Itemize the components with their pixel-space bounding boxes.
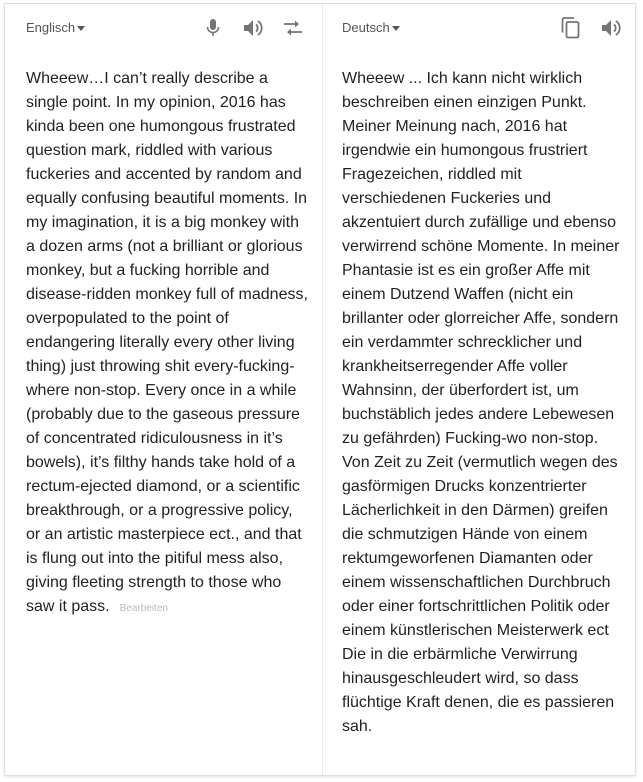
- translation-card: [4, 3, 636, 776]
- swap-languages-icon[interactable]: [281, 16, 305, 40]
- microphone-icon[interactable]: [201, 16, 225, 40]
- speaker-icon[interactable]: [599, 16, 623, 40]
- source-text-content: Wheeew…I can’t really describe a single point. In my opinion, 2016 has kinda been one humongous frustrated question mark, riddled with various fuckeries and accented by random and equally confusing beautiful moments. In my imagination, it is a big monkey with a dozen arms (not a brilliant or glorious monkey, but a fucking horrible and disease-ridden monkey full of madness, overpopulated to the point of endangering literally every other living thing) just throwing shit every-fucking-where non-stop. Every once in a while (probably due to the gaseous pressure of concentrated ridiculousness in it’s bowels), it’s filthy hands take hold of a rectum-ejected diamond, or a scientific breakthrough, or a progressive policy, or an artistic masterpiece ect., and that is flung out into the pitiful mess also, giving fleeting strength to those who saw it pass.: [26, 70, 308, 615]
- chevron-down-icon: [77, 26, 85, 31]
- source-text[interactable]: [26, 67, 308, 621]
- speaker-icon[interactable]: [241, 16, 265, 40]
- target-language-select[interactable]: [342, 20, 400, 35]
- copy-icon[interactable]: [559, 16, 583, 40]
- target-text: Wheeew ... Ich kann nicht wirklich beschreiben einen einzigen Punkt. Meiner Meinung nach, 2016 hat irgendwie ein humongous frustriert Fragezeichen, riddled mit verschiedenen Fuckeries und akzentuiert durch zufällige und ebenso verwirrend schöne Momente. In meiner Phantasie ist es ein großer Affe mit einem Dutzend Waffen (nicht ein brillanter oder glorreicher Affe, sondern ein verdammter schrecklicher und krankheitserregender Affe voller Wahnsinn, der überfordert ist, um buchstäblich jedes andere Lebewesen zu gefährden) Fucking-wo non-stop. Von Zeit zu Zeit (vermutlich wegen des gasförmigen Drucks konzentrierter Lächerlichkeit in den Därmen) greifen die schmutzigen Hände von einem rektumgeworfenen Diamanten oder einem wissenschaftlichen Durchbruch oder einer fortschrittlichen Politik oder einem künstlerischen Meisterwerk ect Die in die erbärmliche Verwirrung hinausgeschleudert wird, so dass flüchtige Kraft denen, die es passieren sah.: [342, 70, 620, 735]
- source-pane: [5, 4, 323, 775]
- chevron-down-icon: [392, 26, 400, 31]
- target-pane: [323, 4, 635, 775]
- target-language-label: Deutsch: [342, 20, 390, 35]
- source-language-label: Englisch: [26, 20, 76, 35]
- edit-link[interactable]: Bearbeiten: [119, 603, 168, 614]
- source-language-select[interactable]: [26, 20, 85, 35]
